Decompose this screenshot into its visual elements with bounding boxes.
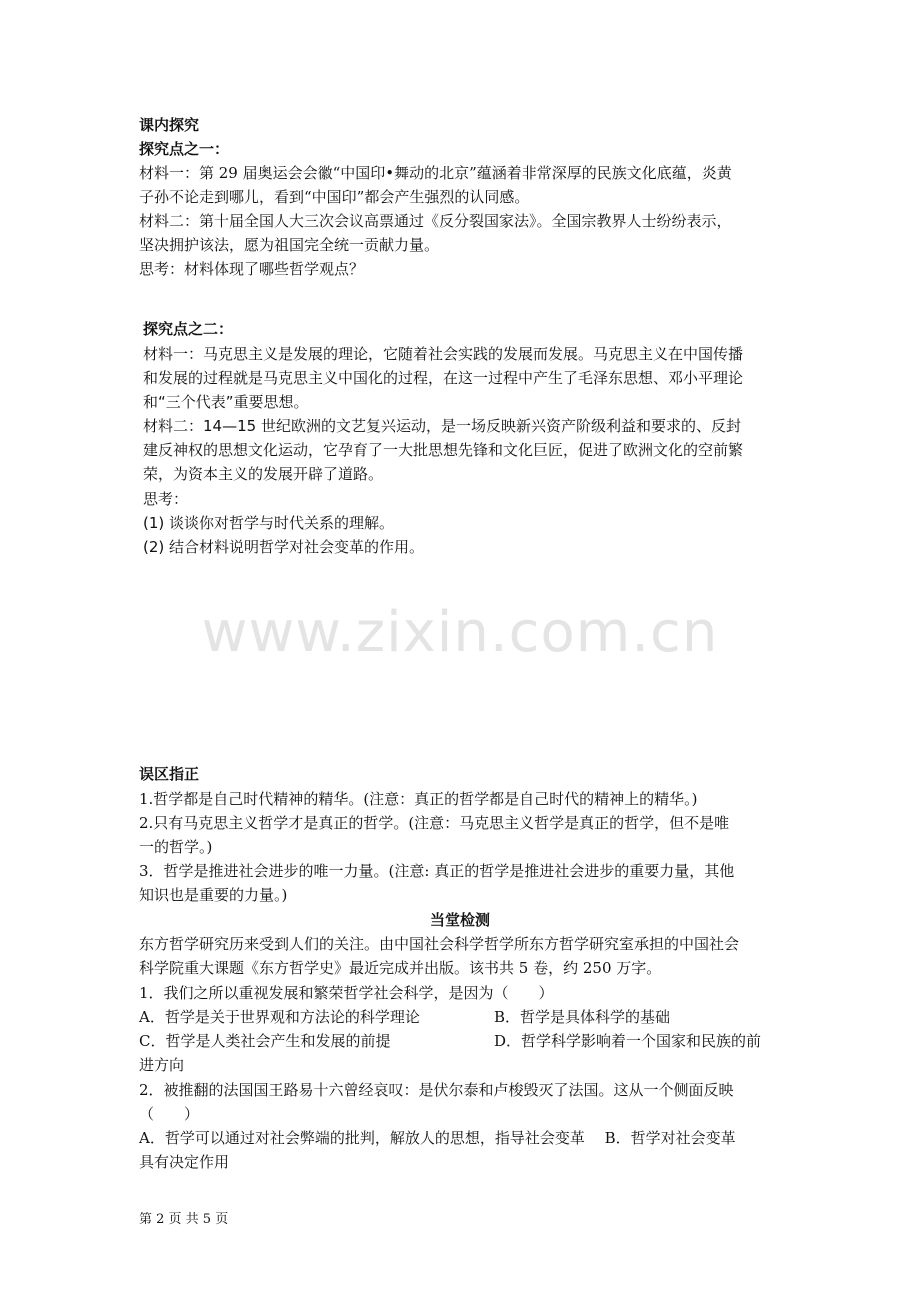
- section-heading-check: 当堂检测: [429, 911, 490, 929]
- think-question-1: 思考：材料体现了哪些哲学观点？: [139, 260, 365, 278]
- section-heading-inquiry: 课内探究: [139, 116, 200, 134]
- material-1-line-1: 材料一：第 29 届奥运会会徽“中国印•舞动的北京”蕴涵着非常深厚的民族文化底蕴，炎黄: [139, 164, 732, 182]
- question-2-options-line-1: A．哲学可以通过对社会弊端的批判，解放人的思想，指导社会变革 B．哲学对社会变革: [139, 1129, 736, 1147]
- question-1: 1．我们之所以重视发展和繁荣哲学社会科学，是因为（ ）: [139, 984, 554, 1002]
- material-2-line-1: 材料二：第十届全国人大三次会议高票通过《反分裂国家法》。全国宗教界人士纷纷表示，: [139, 212, 732, 230]
- question-1-options-cd: [139, 1031, 779, 1051]
- question-1-option-d: D．哲学科学影响着一个国家和民族的前: [494, 1032, 762, 1050]
- material-1-line-2: 子孙不论走到哪儿，看到“中国印”都会产生强烈的认同感。: [139, 188, 530, 206]
- material-2b-line-1: 材料二：14—15 世纪欧洲的文艺复兴运动，是一场反映新兴资产阶级利益和要求的、反封: [143, 417, 741, 435]
- material-2b-line-3: 荣，为资本主义的发展开辟了道路。: [143, 465, 384, 483]
- think-label-2: 思考：: [143, 490, 189, 508]
- material-2b-line-2: 建反神权的思想文化运动，它孕育了一大批思想先锋和文化巨匠，促进了欧洲文化的空前繁: [143, 441, 744, 459]
- material-2a-line-3: 和“三个代表”重要思想。: [143, 393, 309, 411]
- misconception-2-line-1: 2.只有马克思主义哲学才是真正的哲学。(注意：马克思主义哲学是真正的哲学，但不是唯: [139, 814, 730, 832]
- misconception-3-line-1: 3．哲学是推进社会进步的唯一力量。(注意: 真正的哲学是推进社会进步的重要力量，其他: [139, 862, 735, 880]
- material-2-line-2: 坚决拥护该法，愿为祖国完全统一贡献力量。: [139, 236, 440, 254]
- inquiry-point-1-title: 探究点之一：: [139, 140, 230, 158]
- misconception-3-line-2: 知识也是重要的力量。): [139, 886, 288, 904]
- question-1-option-d-line-2: 进方向: [139, 1056, 185, 1074]
- misconception-2-line-2: 一的哲学。): [139, 838, 213, 856]
- material-2a-line-2: 和发展的过程就是马克思主义中国化的过程，在这一过程中产生了毛泽东思想、邓小平理论: [143, 369, 744, 387]
- section-heading-misconceptions: 误区指正: [139, 765, 200, 783]
- watermark: www.zixin.com.cn: [201, 600, 719, 665]
- question-1-options-ab: [139, 1007, 779, 1027]
- page-number-footer: 第 2 页 共 5 页: [139, 1212, 229, 1227]
- question-2-line-2: （ ）: [139, 1105, 200, 1123]
- misconception-1: 1.哲学都是自己时代精神的精华。(注意：真正的哲学都是自己时代的精神上的精华。): [139, 790, 698, 808]
- question-1-option-a: A．哲学是关于世界观和方法论的科学理论: [139, 1008, 420, 1026]
- question-1-option-b: B．哲学是具体科学的基础: [494, 1008, 671, 1026]
- think-question-2-2: (2) 结合材料说明哲学对社会变革的作用。: [143, 538, 425, 556]
- material-2a-line-1: 材料一：马克思主义是发展的理论，它随着社会实践的发展而发展。马克思主义在中国传播: [143, 345, 744, 363]
- question-2-options-line-2: 具有决定作用: [139, 1153, 230, 1171]
- question-1-option-c: C．哲学是人类社会产生和发展的前提: [139, 1032, 391, 1050]
- inquiry-point-2-title: 探究点之二：: [143, 320, 234, 338]
- check-intro-line-1: 东方哲学研究历来受到人们的关注。由中国社会科学哲学所东方哲学研究室承担的中国社会: [139, 935, 740, 953]
- check-intro-line-2: 科学院重大课题《东方哲学史》最近完成并出版。该书共 5 卷，约 250 万字。: [139, 959, 662, 977]
- think-question-2-1: (1) 谈谈你对哲学与时代关系的理解。: [143, 514, 395, 532]
- question-2-line-1: 2．被推翻的法国国王路易十六曾经哀叹：是伏尔泰和卢梭毁灭了法国。这从一个侧面反映: [139, 1081, 734, 1099]
